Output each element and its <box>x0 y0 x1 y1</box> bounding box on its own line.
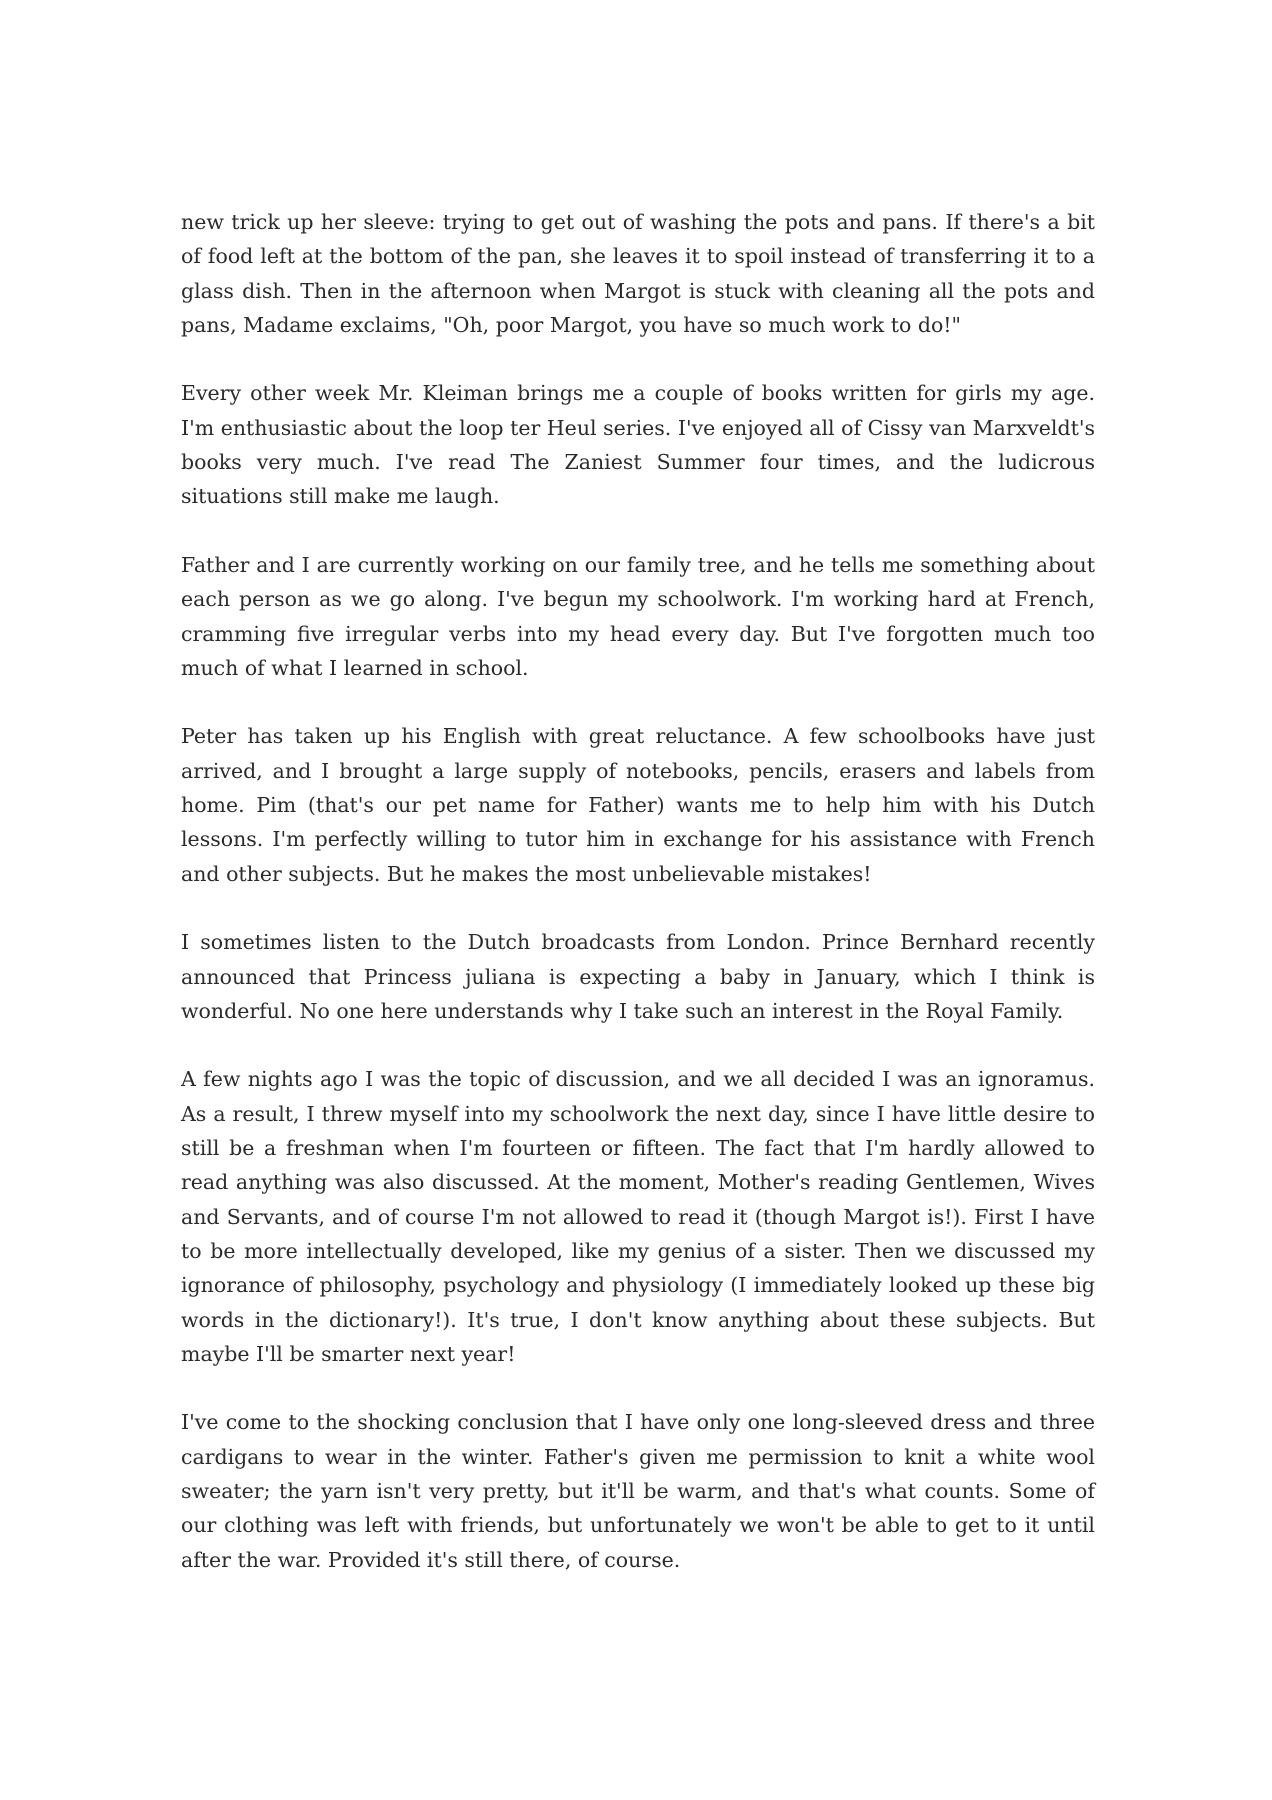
document-body <box>181 205 1095 1577</box>
paragraph-4: Peter has taken up his English with great reluctance. A few schoolbooks have just arrived, and I brought a large supply of notebooks, pencils, erasers and labels from home. Pim (that's our pet name for Father) wants me to help him with his Dutch lessons. I'm perfectly willing to tutor him in exchange for his assistance with French and other subjects. But he makes the most unbelievable mistakes! <box>181 724 1095 886</box>
paragraph-2: Every other week Mr. Kleiman brings me a couple of books written for girls my age. I'm enthusiastic about the loop ter Heul series. I've enjoyed all of Cissy van Marxveldt's books very much. I've read The Zaniest Summer four times, and the ludicrous situations still make me laugh. <box>181 381 1095 509</box>
paragraph-7: I've come to the shocking conclusion that I have only one long-sleeved dress and three cardigans to wear in the winter. Father's given me permission to knit a white wool sweater; the yarn isn't very pretty, but it'll be warm, and that's what counts. Some of our clothing was left with friends, but unfortunately we won't be able to get to it until after the war. Provided it's still there, of course. <box>181 1410 1095 1572</box>
paragraph-1: new trick up her sleeve: trying to get out of washing the pots and pans. If there's a bit of food left at the bottom of the pan, she leaves it to spoil instead of transferring it to a glass dish. Then in the afternoon when Margot is stuck with cleaning all the pots and pans, Madame exclaims, "Oh, poor Margot, you have so much work to do!" <box>181 210 1095 337</box>
paragraph-6: A few nights ago I was the topic of discussion, and we all decided I was an ignoramus. As a result, I threw myself into my schoolwork the next day, since I have little desire to still be a freshman when I'm fourteen or fifteen. The fact that I'm hardly allowed to read anything was also discussed. At the moment, Mother's reading Gentlemen, Wives and Servants, and of course I'm not allowed to read it (though Margot is!). First I have to be more intellectually developed, like my genius of a sister. Then we discussed my ignorance of philosophy, psychology and physiology (I immediately looked up these big words in the dictionary!). It's true, I don't know anything about these subjects. But maybe I'll be smarter next year! <box>181 1067 1095 1366</box>
paragraph-5: I sometimes listen to the Dutch broadcasts from London. Prince Bernhard recently announced that Princess juliana is expecting a baby in January, which I think is wonderful. No one here understands why I take such an interest in the Royal Family. <box>181 930 1095 1023</box>
paragraph-3: Father and I are currently working on our family tree, and he tells me something about each person as we go along. I've begun my schoolwork. I'm working hard at French, cramming five irregular verbs into my head every day. But I've forgotten much too much of what I learned in school. <box>181 552 1095 680</box>
